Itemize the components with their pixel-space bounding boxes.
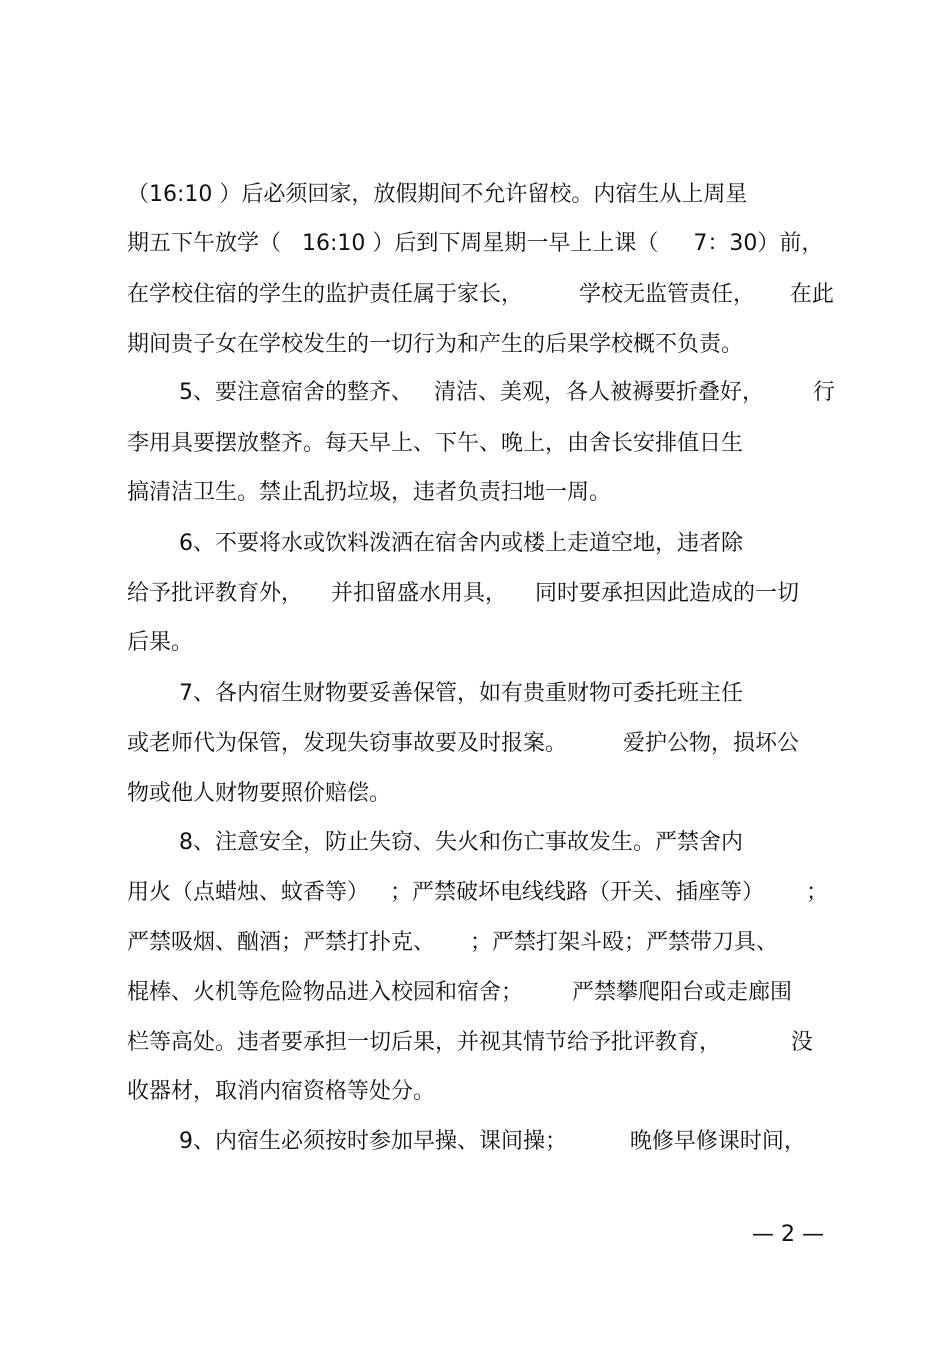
paragraph-8-line-2: 用火（点蜡烛、蚊香等） ；严禁破坏电线线路（开关、插座等） ； bbox=[127, 880, 828, 905]
text-line-3: 在学校住宿的学生的监护责任属于家长， 学校无监管责任， 在此 bbox=[127, 282, 834, 307]
paragraph-5-line-2: 李用具要摆放整齐。每天早上、下午、晚上，由舍长安排值日生 bbox=[127, 431, 744, 456]
paragraph-6-line-3: 后果。 bbox=[127, 630, 194, 655]
paragraph-7-line-2: 或老师代为保管，发现失窃事故要及时报案。 爱护公物，损坏公 bbox=[127, 731, 799, 756]
paragraph-7-line-3: 物或他人财物要照价赔偿。 bbox=[127, 781, 392, 806]
text-line-1: （16:10 ）后必须回家，放假期间不允许留校。内宿生从上周星 bbox=[127, 182, 748, 207]
paragraph-8-line-5: 栏等高处。违者要承担一切后果，并视其情节给予批评教育， 没 bbox=[127, 1030, 813, 1055]
paragraph-5-line-3: 搞清洁卫生。禁止乱扔垃圾，违者负责扫地一周。 bbox=[127, 480, 612, 505]
paragraph-6-line-2: 给予批评教育外， 并扣留盛水用具， 同时要承担因此造成的一切 bbox=[127, 581, 799, 606]
paragraph-7-line-1: 7、各内宿生财物要妥善保管，如有贵重财物可委托班主任 bbox=[179, 681, 743, 706]
paragraph-5-line-1: 5、要注意宿舍的整齐、 清洁、美观，各人被褥要折叠好， 行 bbox=[179, 380, 835, 405]
text-line-4: 期间贵子女在学校发生的一切行为和产生的后果学校概不负责。 bbox=[127, 332, 744, 357]
paragraph-9-line-1: 9、内宿生必须按时参加早操、课间操； 晚修早修课时间， bbox=[179, 1129, 806, 1154]
text-line-2: 期五下午放学（ 16:10 ）后到下周星期一早上上课（ 7：30）前， bbox=[127, 231, 824, 256]
paragraph-6-line-1: 6、不要将水或饮料泼洒在宿舍内或楼上走道空地，违者除 bbox=[179, 531, 743, 556]
paragraph-8-line-4: 棍棒、火机等危险物品进入校园和宿舍； 严禁攀爬阳台或走廊围 bbox=[127, 980, 792, 1005]
paragraph-8-line-3: 严禁吸烟、酗酒；严禁打扑克、 ；严禁打架斗殴；严禁带刀具、 bbox=[127, 930, 778, 955]
paragraph-8-line-1: 8、注意安全，防止失窃、失火和伤亡事故发生。严禁舍内 bbox=[179, 830, 743, 855]
page-number: — 2 — bbox=[752, 1222, 824, 1247]
paragraph-8-line-6: 收器材，取消内宿资格等处分。 bbox=[127, 1079, 436, 1104]
